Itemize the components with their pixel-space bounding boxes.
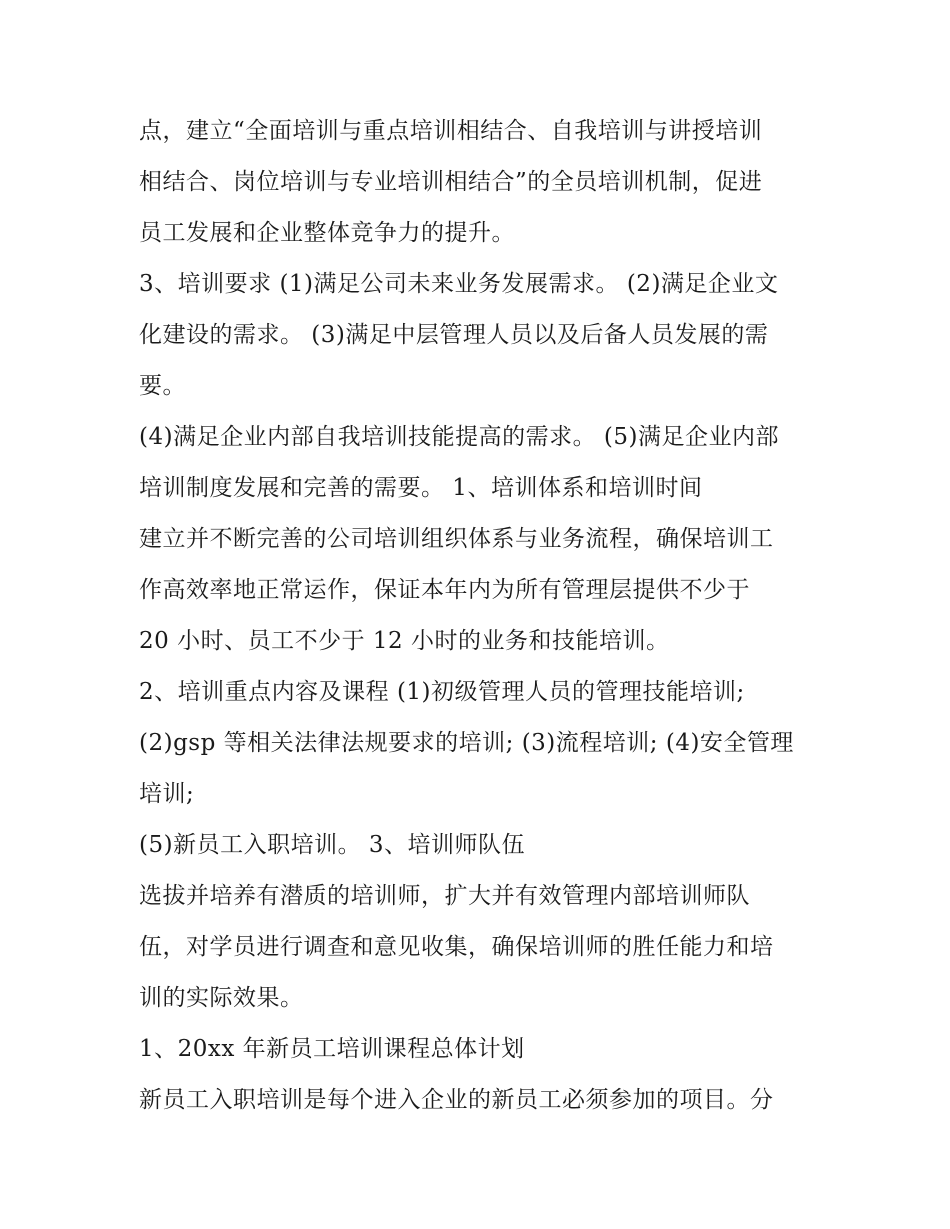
text-line: 作高效率地正常运作，保证本年内为所有管理层提供不少于 (139, 577, 750, 603)
text-line: 化建设的需求。 (3)满足中层管理人员以及后备人员发展的需 (139, 322, 769, 348)
text-line: (4)满足企业内部自我培训技能提高的需求。 (5)满足企业内部 (139, 424, 779, 450)
text-line: 2、培训重点内容及课程 (1)初级管理人员的管理技能培训; (139, 679, 745, 705)
text-line: 3、培训要求 (1)满足公司未来业务发展需求。 (2)满足企业文 (139, 271, 779, 297)
text-line: 员工发展和企业整体竞争力的提升。 (139, 220, 515, 246)
text-line: 培训制度发展和完善的需要。 1、培训体系和培训时间 (139, 475, 703, 501)
text-line: 要。 (139, 373, 186, 399)
text-line: 伍，对学员进行调查和意见收集，确保培训师的胜任能力和培 (139, 934, 774, 960)
text-line: 点，建立“全面培训与重点培训相结合、自我培训与讲授培训 (139, 118, 763, 144)
text-line: 培训; (139, 781, 195, 807)
text-line: (5)新员工入职培训。 3、培训师队伍 (139, 832, 526, 858)
text-line: 训的实际效果。 (139, 985, 304, 1011)
text-line: 相结合、岗位培训与专业培训相结合”的全员培训机制，促进 (139, 169, 763, 195)
document-body (139, 106, 829, 1126)
text-line: 选拔并培养有潜质的培训师，扩大并有效管理内部培训师队 (139, 883, 750, 909)
text-line: 建立并不断完善的公司培训组织体系与业务流程，确保培训工 (139, 526, 774, 552)
text-line: 1、20xx 年新员工培训课程总体计划 (139, 1036, 525, 1062)
text-line: 新员工入职培训是每个进入企业的新员工必须参加的项目。分 (139, 1087, 774, 1113)
text-line: (2)gsp 等相关法律法规要求的培训; (3)流程培训; (4)安全管理 (139, 730, 794, 756)
text-line: 20 小时、员工不少于 12 小时的业务和技能培训。 (139, 628, 670, 654)
